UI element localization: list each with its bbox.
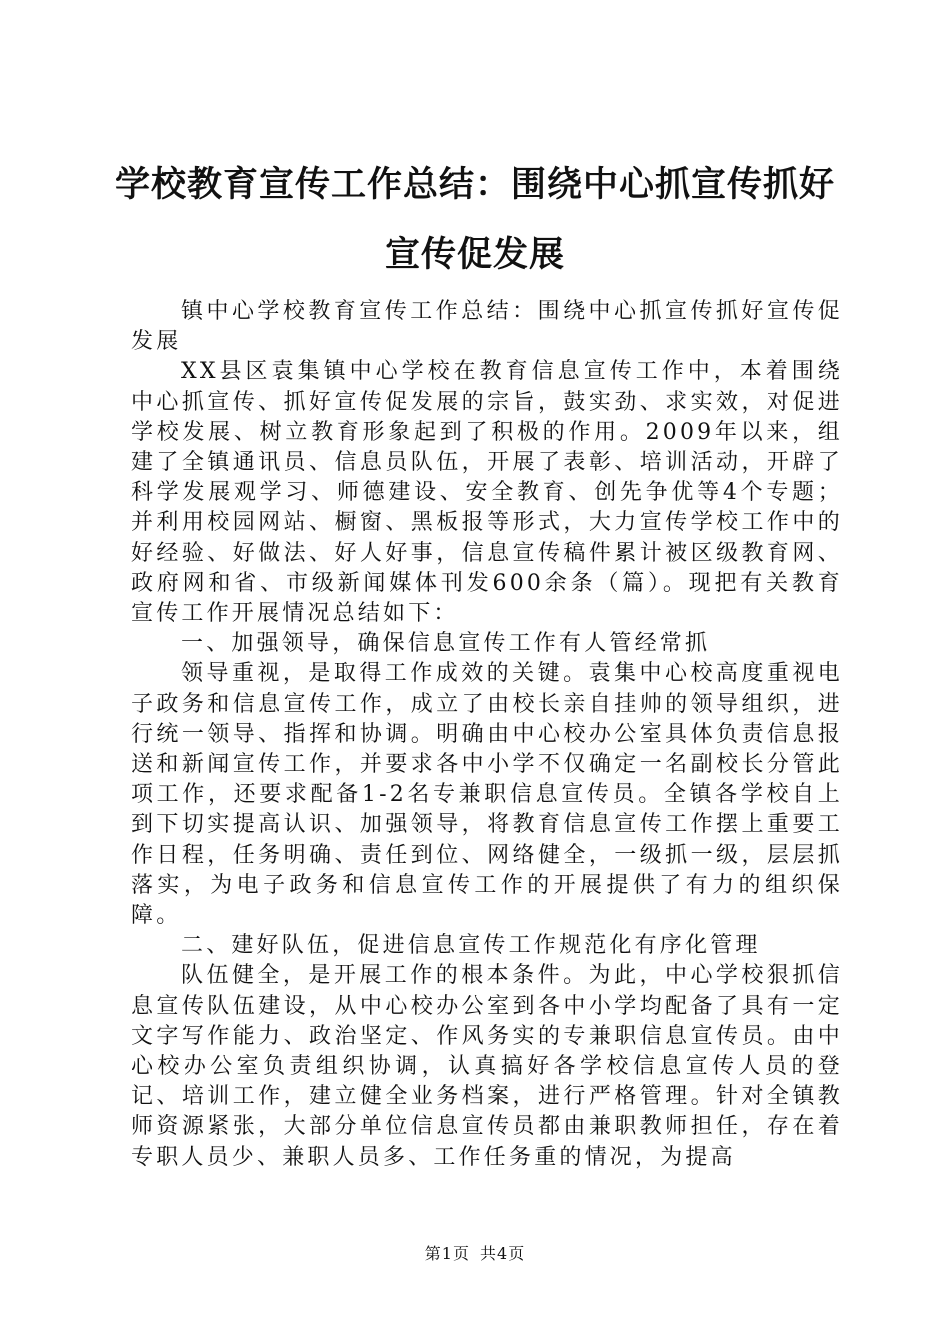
page-footer <box>0 1244 950 1264</box>
paragraph-intro: XX县区袁集镇中心学校在教育信息宣传工作中，本着围绕中心抓宣传、抓好宣传促发展的宗旨，鼓实劲、求实效，对促进学校发展、树立教育形象起到了积极的作用。2009年以来，组建了全镇通讯员、信息员队伍，开展了表彰、培训活动，开辟了科学发展观学习、师德建设、安全教育、创先争优等4个专题；并利用校园网站、橱窗、黑板报等形式，大力宣传学校工作中的好经验、好做法、好人好事，信息宣传稿件累计被区级教育网、政府网和省、市级新闻媒体刊发600余条（篇）。现把有关教育宣传工作开展情况总结如下： <box>131 359 843 627</box>
paragraph-section-2: 队伍健全，是开展工作的根本条件。为此，中心学校狠抓信息宣传队伍建设，从中心校办公室到各中小学均配备了具有一定文字写作能力、政治坚定、作风务实的专兼职信息宣传员。由中心校办公室负责组织协调，认真搞好各学校信息宣传人员的登记、培训工作，建立健全业务档案，进行严格管理。针对全镇教师资源紧张，大部分单位信息宣传员都由兼职教师担任，存在着专职人员少、兼职人员多、工作任务重的情况，为提高 <box>131 963 843 1170</box>
title-line-2: 宣传促发展 <box>384 235 565 275</box>
document-title <box>110 150 840 290</box>
page-number: 第1页 <box>424 1244 470 1263</box>
document-body <box>131 297 843 1173</box>
paragraph-section-1: 领导重视，是取得工作成效的关键。袁集中心校高度重视电子政务和信息宣传工作，成立了由校长亲自挂帅的领导组织，进行统一领导、指挥和协调。明确由中心校办公室具体负责信息报送和新闻宣传工作，并要求各中小学不仅确定一名副校长分管此项工作，还要求配备1-2名专兼职信息宣传员。全镇各学校自上到下切实提高认识、加强领导，将教育信息宣传工作摆上重要工作日程，任务明确、责任到位、网络健全，一级抓一级，层层抓落实，为电子政务和信息宣传工作的开展提供了有力的组织保障。 <box>131 661 843 929</box>
section-heading-2: 二、建好队伍，促进信息宣传工作规范化有序化管理 <box>181 933 761 959</box>
page-total: 共4页 <box>480 1244 526 1263</box>
paragraph-subtitle: 镇中心学校教育宣传工作总结：围绕中心抓宣传抓好宣传促发展 <box>131 299 843 355</box>
section-heading-1: 一、加强领导，确保信息宣传工作有人管经常抓 <box>181 631 711 657</box>
title-line-1: 学校教育宣传工作总结：围绕中心抓宣传抓好 <box>114 165 835 205</box>
